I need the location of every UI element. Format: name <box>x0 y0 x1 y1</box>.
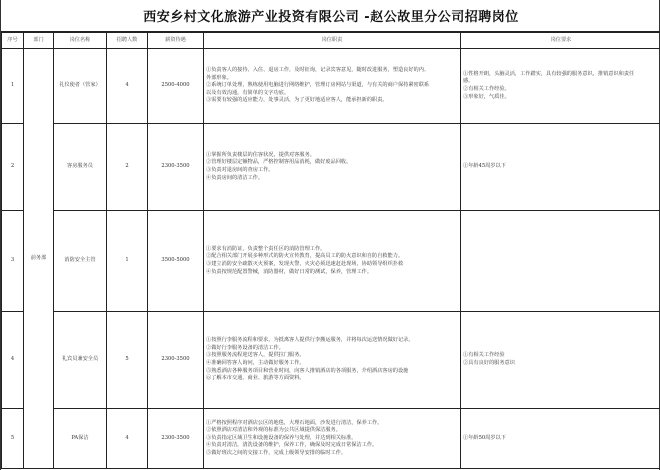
headcount: 4 <box>107 409 148 469</box>
headcount: 5 <box>107 312 148 409</box>
header-row <box>2 33 660 49</box>
duty-line: 外部形象。 <box>206 75 458 83</box>
requirements-cell <box>461 312 660 409</box>
row-index: 1 <box>2 49 24 124</box>
salary: 2300-3500 <box>148 124 204 211</box>
duty-line: ③负责指定区域卫生和设施设备的保养与处理，并达到相关标准。 <box>206 435 458 443</box>
duties-cell <box>204 49 461 124</box>
salary: 3500-5000 <box>148 211 204 312</box>
headcount: 1 <box>107 211 148 312</box>
duty-line: ②系统订单处理，熟练使用电脑进行网络维护，管理订房网站与渠道，与有关的商户保持紧密联系 <box>206 82 458 90</box>
requirement-line: ①年龄45周岁以下 <box>463 163 659 171</box>
duty-line: ①严格按照程序对酒店公区的地毯，大理石地面，沙发进行清洁，保养工作。 <box>206 420 458 428</box>
row-index: 3 <box>2 211 24 312</box>
requirement-line: ①有相关工作经验 <box>463 352 659 360</box>
duty-line: ①要求有消防证，负责整个责任区的消防管理工作。 <box>206 246 458 254</box>
duty-line: ②做好行李服务设备的清洁工作。 <box>206 345 458 353</box>
duty-line: ④负责按规范配置警械，消防器材，做好日常的测试，保养，管理工作。 <box>206 269 458 277</box>
duties-cell <box>204 409 461 469</box>
page-title: 西安乡村文化旅游产业投资有限公司 -赵公故里分公司招聘岗位 <box>1 0 660 32</box>
duties-cell <box>204 211 461 312</box>
salary: 2300-3500 <box>148 409 204 469</box>
requirements-cell <box>461 124 660 211</box>
duty-line: ①按照行李服务流程和要求，为抵离客人提供行李搬运服务，并将每次运送情况做好记录。 <box>206 337 458 345</box>
table-row <box>2 49 660 124</box>
position-name: 客房服务员 <box>54 124 107 211</box>
requirements-cell <box>461 211 660 312</box>
duty-line: ④负责对清洁，清洗设备的维护，保养工作，确保及时完成日常保洁工作。 <box>206 442 458 450</box>
table-row <box>2 211 660 312</box>
duty-line: ②依照酒店对清洁和外观的标准为公共区域提供保洁服务。 <box>206 427 458 435</box>
department-cell: 前务部 <box>24 49 54 469</box>
duty-line: ⑥了解本市交通、商业、旅游等方面资料。 <box>206 375 458 383</box>
column-header-position: 岗位名称 <box>54 33 107 49</box>
duty-line: ③负责对退房间的查房工作。 <box>206 167 458 175</box>
column-header-index: 序号 <box>2 33 24 49</box>
requirement-line: ①性格开朗，头脑灵活，工作踏实，具有较强的服务意识，推销意识和责任 <box>463 71 659 79</box>
duty-line: ②配合相关部门开展多种形式的防火宣传教育，提高员工的防火意识和自防自救能力。 <box>206 253 458 261</box>
duty-line: 以及有效沟通，有简单的文字功底。 <box>206 90 458 98</box>
row-index: 2 <box>2 124 24 211</box>
duty-line: ③按照服务流程迎送客人，提供拉门服务。 <box>206 352 458 360</box>
duty-line: ⑤做好班次之间的交接工作，完成上级领导安排的临时工作。 <box>206 450 458 458</box>
duty-line: ③建立消防安全疏散灭火预案，发现火警，火灾必须迅速赶赴现场，协助领导组织扑救 <box>206 261 458 269</box>
table-row <box>2 312 660 409</box>
requirement-line: ②具有良好的服务意识 <box>463 360 659 368</box>
duties-cell <box>204 124 461 211</box>
duty-line: ①负责客人的接待、入住、退房工作，及时征询，记录宾客意见，随时改进服务，塑造良好的内、 <box>206 67 458 75</box>
requirement-line: ③形象好，气质佳。 <box>463 94 659 102</box>
headcount: 2 <box>107 124 148 211</box>
row-index: 5 <box>2 409 24 469</box>
position-name: 礼宾员兼安全员 <box>54 312 107 409</box>
duties-cell <box>204 312 461 409</box>
column-header-headcount: 招聘人数 <box>107 33 148 49</box>
position-name: PA保洁 <box>54 409 107 469</box>
column-header-salary: 薪资待遇 <box>148 33 204 49</box>
requirement-line: ①年龄50周岁以下 <box>463 435 659 443</box>
duty-line: ⑤熟悉酒店各种服务项目和营业时间，向客人推销酒店的各项服务，介绍酒店客房的设施 <box>206 368 458 376</box>
recruitment-table <box>1 32 660 469</box>
row-index: 4 <box>2 312 24 409</box>
position-name: 消防安全主管 <box>54 211 107 312</box>
requirements-cell <box>461 49 660 124</box>
duty-line: ②管理好楼层定额物品，严格控制客用品消耗，做好废品回收。 <box>206 159 458 167</box>
column-header-requirements: 岗位要求 <box>461 33 660 49</box>
salary: 2500-4000 <box>148 49 204 124</box>
requirement-line: 感。 <box>463 78 659 86</box>
table-row <box>2 124 660 211</box>
headcount: 4 <box>107 49 148 124</box>
column-header-duties: 岗位职责 <box>204 33 461 49</box>
table-row <box>2 409 660 469</box>
duty-line: ④准确回答客人询问，主动做好服务工作。 <box>206 360 458 368</box>
duty-line: ①掌握所负责楼层的住客状况，提供对客服务。 <box>206 152 458 160</box>
duty-line: ③需要有较强的适应能力，处事灵活，为了更好地适应客人，能承担新的职责。 <box>206 97 458 105</box>
column-header-department: 部门 <box>24 33 54 49</box>
duty-line: ④负责房间的清洁工作。 <box>206 175 458 183</box>
requirement-line: ②有相关工作经验。 <box>463 86 659 94</box>
position-name: 礼仪使者（管家） <box>54 49 107 124</box>
requirements-cell <box>461 409 660 469</box>
salary: 2300-3500 <box>148 312 204 409</box>
